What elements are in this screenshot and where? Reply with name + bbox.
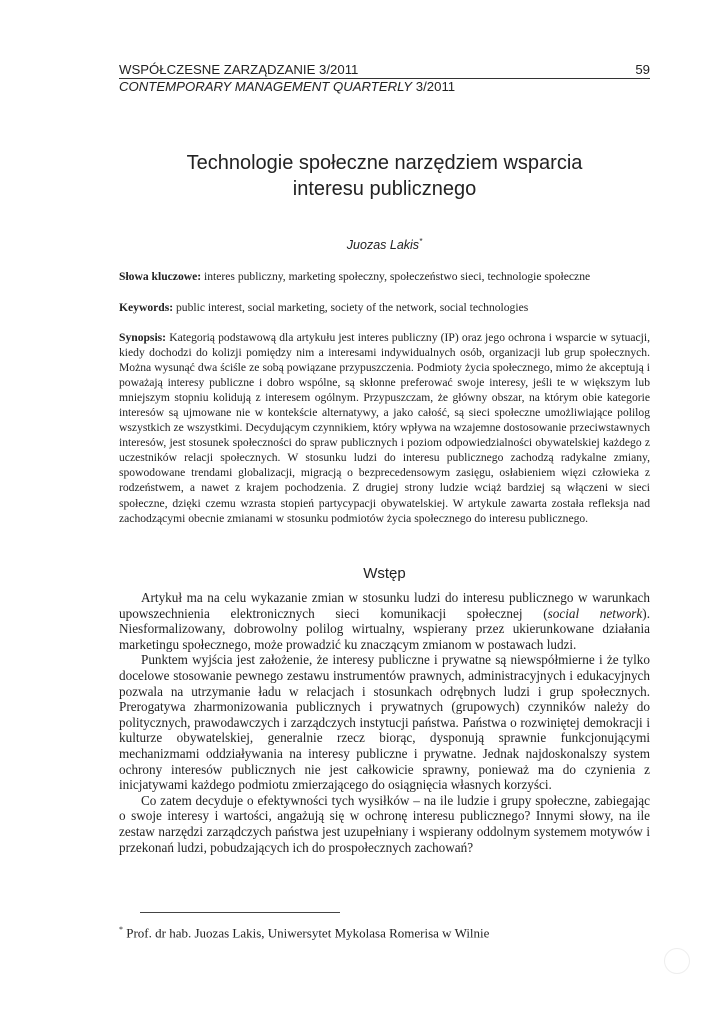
paragraph-1-part-b: ). Niesformalizowany, dobrowolny polilog wirtualny, wspierany przez ukierunkowane działania marketingu społecznego, może prowadzić ku znaczącym zmianom w postawach ludzi. — [119, 605, 650, 652]
paragraph-1-italic: social network — [547, 605, 643, 621]
paragraph-2: Punktem wyjścia jest założenie, że interesy publiczne i prywatne są niewspółmierne i że tylko docelowe stosowanie pewnego zestawu instrumentów prawnych, administracyjnych i edukacyjnych pozwala na utrzymanie ładu w relacjach i stosunkach odrębnych ludzi i grup społecznych. Prerogatywa zharmonizowania publicznych i prywatnych (grupowych) czynników należy do politycznych, prawodawczych i zarządczych instytucji państwa. Państwa o rozwiniętej demokracji i kulturze obywatelskiej, generalnie rzecz biorąc, dysponują sprawnie funkcjonującymi mechanizmami oddziaływania na interesy publiczne i prywatne. Jednak najdoskonalszy system ochrony interesów publicznych nie jest całkowicie sprawny, ponieważ ma do czynienia z inicjatywami każdego podmiotu zmierzającego do osiągnięcia własnych korzyści. — [119, 652, 650, 793]
header-row-top — [119, 62, 650, 79]
footnote-rule — [140, 912, 340, 913]
author-name: Juozas Lakis — [346, 238, 420, 253]
paragraph-1 — [119, 590, 650, 652]
keywords-pl — [119, 270, 650, 284]
footnote-text: Prof. dr hab. Juozas Lakis, Uniwersytet Mykolasa Romerisa w Wilnie — [123, 925, 490, 941]
journal-title-en: CONTEMPORARY MANAGEMENT QUARTERLY — [119, 79, 413, 94]
journal-issue-en: 3/2011 — [412, 79, 456, 94]
watermark-icon — [664, 948, 690, 974]
keywords-pl-text: interes publiczny, marketing społeczny, społeczeństwo sieci, technologie społeczne — [201, 270, 591, 283]
keywords-en-text: public interest, social marketing, society of the network, social technologies — [173, 301, 529, 314]
section-heading: Wstęp — [363, 565, 406, 582]
header-row-bottom — [119, 79, 650, 94]
keywords-pl-label: Słowa kluczowe: — [119, 270, 202, 283]
keywords-en-label: Keywords: — [119, 301, 174, 314]
body-text — [119, 590, 650, 855]
synopsis — [119, 330, 650, 526]
keywords-en — [119, 301, 650, 315]
title-line-2: interesu publicznego — [292, 178, 477, 200]
synopsis-label: Synopsis: — [119, 331, 167, 344]
paragraph-3: Co zatem decyduje o efektywności tych wysiłków – na ile ludzie i grupy społeczne, zabiegając o swoje interesy i wartości, angażują się w ochronę interesu publicznego? Innymi słowy, na ile zestaw narzędzi zarządczych państwa jest uzupełniany i wspierany oddolnym systemem motywów i przekonań ludzi, pobudzających ich do prospołecznych zachowań? — [119, 792, 650, 855]
author — [119, 237, 650, 252]
paragraph-1-part-a: Artykuł ma na celu wykazanie zmian w stosunku ludzi do interesu publicznego w warunkach upowszechnienia elektronicznych sieci komunikacji społecznej ( — [119, 590, 650, 621]
running-header — [119, 62, 650, 94]
title-line-1: Technologie społeczne narzędziem wsparcia — [186, 152, 583, 174]
footnote — [119, 922, 650, 941]
journal-title-pl: WSPÓŁCZESNE ZARZĄDZANIE 3/2011 — [119, 62, 359, 77]
footnote-mark: * — [119, 925, 123, 934]
author-footnote-mark: * — [419, 237, 423, 246]
synopsis-text: Kategorią podstawową dla artykułu jest interes publiczny (IP) oraz jego ochrona i wsparcie w sytuacji, kiedy dochodzi do kolizji pomiędzy nim a interesami indywidualnych osób, organizacji lub grup społecznych. Można wysunąć dwa ściśle ze sobą powiązane przypuszczenia. Podmioty życia społecznego, mimo że akceptują i poważają interesy publiczne i dobro wspólne, są skłonne preferować swoje interesy, jeśli te w większym lub mniejszym stopniu kolidują z interesem ogólnym. Przypuszczam, że główny obszar, na którym obie kategorie interesów są ujmowane nie w kontekście alternatywy, a jako całość, są sieci społeczne umożliwiające polilog wszystkich ze wszystkimi. Decydującym czynnikiem, który wpływa na wzajemne dostosowanie przeciwstawnych interesów, jest stosunek społeczności do spraw publicznych i poziom odpowiedzialności obywatelskiej każdego z uczestników relacji społecznych. W stosunku ludzi do interesu publicznego zachodzą radykalne zmiany, spowodowane trendami globalizacji, migracją o bezprecedensowym zasięgu, osłabieniem więzi człowieka z rodzeństwem, a nawet z krajem pochodzenia. Z drugiej strony ludzie wciąż bardziej są włączeni w sieci społeczne, dzięki czemu wzrasta stopień partycypacji obywatelskiej. W artykule zawarta została refleksja nad zachodzącymi obecnie zmianami w stosunku podmiotów życia społecznego do interesu publicznego. — [119, 331, 650, 525]
article-title — [119, 150, 650, 202]
page-number: 59 — [635, 62, 650, 77]
